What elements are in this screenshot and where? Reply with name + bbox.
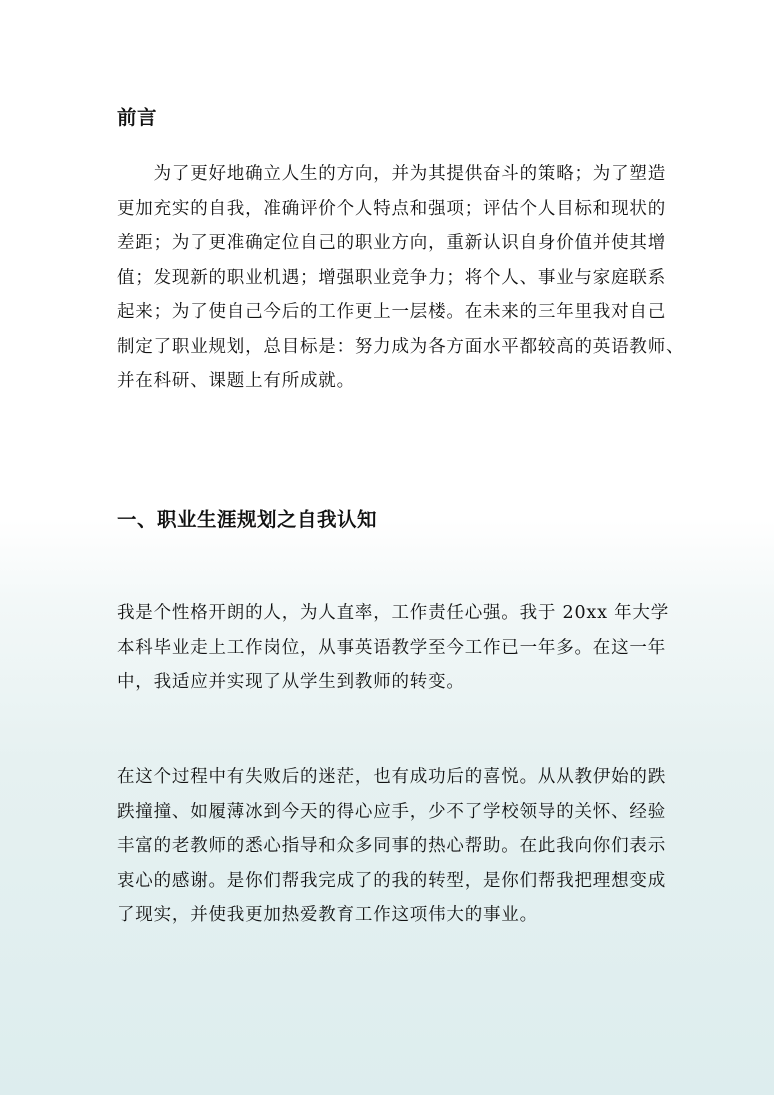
text-line: 为了更好地确立人生的方向，并为其提供奋斗的策略；为了塑造 [117,164,666,184]
self-awareness-paragraph-2 [117,760,666,933]
text-line: 起来；为了使自己今后的工作更上一层楼。在未来的三年里我对自己 [117,302,666,322]
section-heading: 一、职业生涯规划之自我认知 [117,508,378,531]
text-line: 值；发现新的职业机遇；增强职业竞争力；将个人、事业与家庭联系 [117,267,666,288]
text-line: 差距；为了更准确定位自己的职业方向，重新认识自身价值并使其增 [117,233,666,253]
text-line: 跌撞撞、如履薄冰到今天的得心应手，少不了学校领导的关怀、经验 [117,801,666,822]
text-line: 我是个性格开朗的人，为人直率，工作责任心强。我于 20xx 年大学 [117,603,670,623]
self-awareness-paragraph-1 [117,596,670,700]
text-line: 本科毕业走上工作岗位，从事英语教学至今工作已一年多。在这一年 [117,637,666,658]
text-line: 了现实，并使我更加热爱教育工作这项伟大的事业。 [117,905,538,925]
text-line: 丰富的老教师的悉心指导和众多同事的热心帮助。在此我向你们表示 [117,836,666,856]
text-line: 制定了职业规划，总目标是：努力成为各方面水平都较高的英语教师、 [117,336,685,357]
text-line: 中，我适应并实现了从学生到教师的转变。 [117,672,465,692]
text-line: 并在科研、课题上有所成就。 [117,371,355,391]
text-line: 在这个过程中有失败后的迷茫，也有成功后的喜悦。从从教伊始的跌 [117,767,666,787]
text-line: 衷心的感谢。是你们帮我完成了的我的转型，是你们帮我把理想变成 [117,870,666,891]
preface-paragraph [117,157,685,399]
text-line: 更加充实的自我，准确评价个人特点和强项；评估个人目标和现状的 [117,198,666,219]
preface-heading: 前言 [117,106,158,129]
